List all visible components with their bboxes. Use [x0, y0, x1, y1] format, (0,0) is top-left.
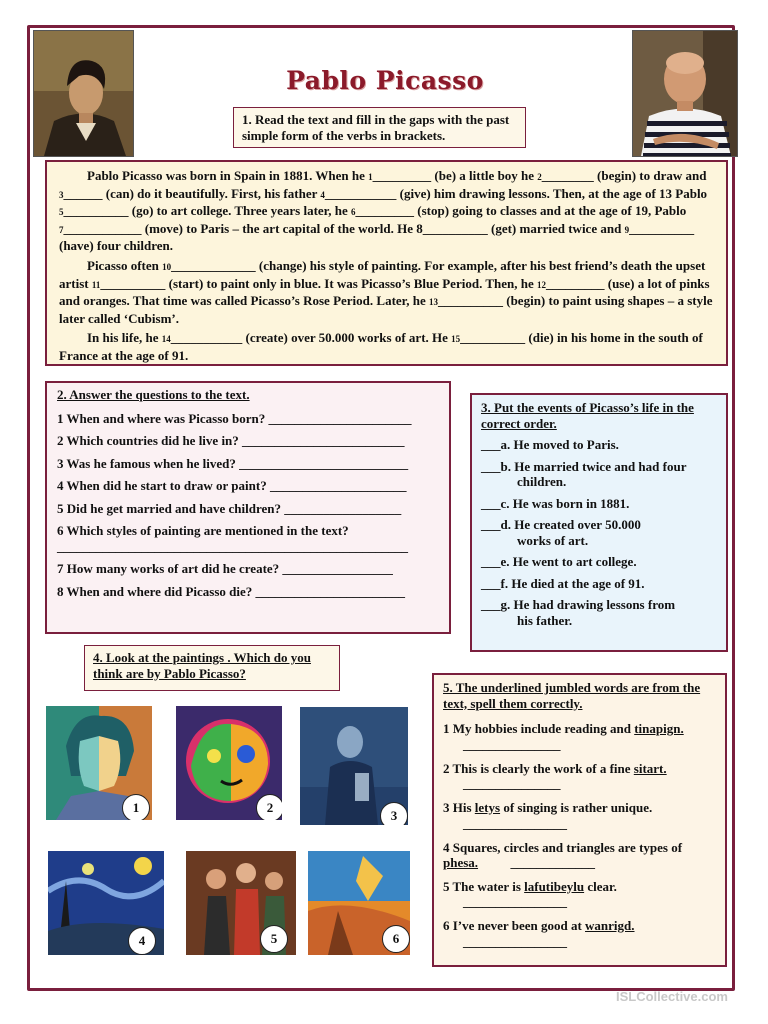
reading-text-segment: __________ (die) in his home in the south of France at the age of 91. — [59, 330, 703, 363]
exercise-5-heading: 5. The underlined jumbled words are from the text, spell them correctly. — [443, 680, 701, 711]
spelling-item: 3 His letys of singing is rather unique. ________________ — [443, 800, 716, 838]
reading-text-segment: _________ (be) a little boy he — [372, 168, 538, 183]
reading-text-segment: __________ (have) four children. — [59, 220, 695, 254]
reading-text-segment: _____________ (change) his style of painting. For example, after his best friend’s death the upset artist — [59, 257, 706, 291]
spelling-item: 6 I’ve never been good at wanrigd. ________________ — [443, 918, 716, 956]
gap-number: 7 — [59, 224, 64, 235]
reading-text-segment: ________ (begin) to draw and — [541, 168, 707, 183]
page-title: Pablo Picasso — [286, 66, 484, 95]
question-item: 1 When and where was Picasso born? ______________________ — [57, 410, 412, 426]
answer-line: _______________ — [463, 776, 561, 791]
event-item — [481, 496, 717, 512]
painting-number: 4 — [128, 927, 156, 955]
reading-paragraph-3 — [59, 330, 714, 363]
gap-number: 2 — [537, 172, 542, 182]
gap-number: 14 — [161, 334, 171, 345]
gap-number: 1 — [368, 172, 373, 182]
gap-number: 9 — [624, 224, 630, 235]
painting-number: 2 — [256, 794, 282, 820]
reading-text-segment: ____________ (move) to Paris – the art capital of the world. He 8__________ (get) married twice and — [63, 220, 625, 236]
event-text: ___a. He moved to Paris. — [481, 437, 619, 452]
reading-text-segment: _________ (stop) going to classes and at the age of 19, Pablo — [355, 203, 687, 219]
spelling-item: 1 My hobbies include reading and tinapign. _______________ — [443, 721, 716, 759]
watermark: ISLCollective.com — [616, 989, 728, 1004]
reading-text-segment: __________ (begin) to paint using shapes – a style later called ‘Cubism’. — [59, 293, 713, 326]
event-text: ___g. He had drawing lessons from — [481, 597, 676, 612]
answer-line: ________________ — [463, 815, 567, 831]
event-item — [481, 554, 717, 570]
painting-6 — [308, 851, 410, 955]
painting-4 — [48, 851, 164, 955]
exercise-1-instruction: 1. Read the text and fill in the gaps with the past simple form of the verbs in brackets. — [233, 107, 526, 148]
reading-text-segment: ___________ (give) him drawing lessons. Then, at the age of 13 Pablo — [324, 185, 708, 201]
event-text: ___b. He married twice and had four — [481, 458, 687, 474]
question-item: 8 When and where did Picasso die? _______________________ — [57, 583, 406, 599]
painting-number: 5 — [260, 925, 288, 953]
reading-paragraph-1 — [59, 168, 714, 254]
event-item — [481, 576, 717, 592]
gap-number: 15 — [451, 334, 461, 345]
event-text: ___c. He was born in 1881. — [481, 495, 630, 511]
exercise-4-heading: 4. Look at the paintings . Which do you think are by Pablo Picasso? — [84, 645, 340, 691]
reading-text-segment: _________ (use) a lot of pinks and oranges. That time was called Picasso’s Rose Period. Later, he — [59, 275, 710, 309]
reading-paragraph-2 — [59, 258, 714, 326]
answer-line: ________________ — [463, 894, 567, 909]
gap-number: 3 — [59, 189, 64, 200]
question-item: 2 Which countries did he live in? _________________________ — [57, 433, 405, 448]
reading-text-segment: __________ (start) to paint only in blue. It was Picasso’s Blue Period. Then, he — [100, 275, 537, 291]
event-text-cont: children. — [517, 474, 567, 489]
painting-number: 3 — [380, 802, 408, 825]
jumbled-word: phesa. — [443, 855, 479, 870]
painting-3 — [300, 707, 408, 825]
event-text: ___f. He died at the age of 91. — [481, 575, 645, 591]
gap-number: 12 — [536, 279, 546, 290]
exercise-3-events — [470, 393, 728, 652]
event-text-cont: his father. — [517, 612, 573, 628]
young-picasso-portrait — [33, 30, 134, 157]
gap-number: 5 — [59, 207, 64, 218]
jumbled-word: wanrigd. — [585, 918, 635, 933]
painting-2 — [176, 706, 282, 820]
event-item — [481, 597, 717, 628]
question-item: 6 Which styles of painting are mentioned in the text? ______________________________________________________ — [57, 523, 408, 554]
painting-number: 6 — [382, 925, 410, 953]
exercise-5-spelling — [432, 673, 727, 967]
gap-number: 10 — [162, 261, 172, 272]
painting-5 — [186, 851, 296, 955]
question-item: 7 How many works of art did he create? _________________ — [57, 561, 393, 576]
painting-1 — [46, 706, 152, 820]
spelling-item: 2 This is clearly the work of a fine sitart. _______________ — [443, 761, 716, 799]
event-text-cont: works of art. — [517, 532, 589, 548]
answer-line: _______________ — [463, 736, 561, 752]
old-picasso-photo — [632, 30, 738, 157]
jumbled-word: letys — [474, 800, 501, 815]
exercise-3-heading: 3. Put the events of Picasso’s life in the correct order. — [481, 400, 694, 431]
reading-text-segment: Picasso often — [87, 257, 163, 273]
question-item: 4 When did he start to draw or paint? _____________________ — [57, 478, 407, 493]
painting-number: 1 — [122, 794, 150, 820]
reading-text-segment: In his life, he — [87, 330, 162, 346]
gap-number: 11 — [91, 279, 101, 290]
event-item — [481, 459, 717, 490]
event-item — [481, 517, 717, 548]
jumbled-word: tinapign. — [634, 721, 684, 736]
jumbled-word: lafutibeylu — [524, 878, 585, 894]
reading-text-segment: ___________ (create) over 50.000 works of art. He — [170, 330, 452, 346]
reading-text-segment: ______ (can) do it beautifully. First, his father — [63, 185, 321, 201]
spelling-item: 5 The water is lafutibeylu clear. ________________ — [443, 879, 716, 917]
reading-text-segment: Pablo Picasso was born in Spain in 1881. When he — [87, 168, 369, 183]
reading-text — [45, 160, 728, 366]
gap-number: 13 — [429, 297, 438, 308]
answer-line: ________________ — [463, 933, 567, 949]
jumbled-word: sitart. — [633, 760, 667, 776]
spelling-item: 4 Squares, circles and triangles are types of phesa. _____________ — [443, 839, 686, 870]
reading-text-segment: __________ (go) to art college. Three years later, he — [63, 203, 351, 219]
exercise-2-questions — [45, 381, 451, 634]
question-item: 3 Was he famous when he lived? __________________________ — [57, 455, 409, 471]
event-text: ___e. He went to art college. — [481, 554, 637, 569]
event-item — [481, 437, 717, 453]
exercise-2-heading: 2. Answer the questions to the text. — [57, 387, 250, 402]
gap-number: 6 — [351, 207, 356, 218]
gap-number: 4 — [320, 189, 325, 200]
event-text: ___d. He created over 50.000 — [481, 517, 641, 532]
question-item: 5 Did he get married and have children? __________________ — [57, 500, 402, 516]
